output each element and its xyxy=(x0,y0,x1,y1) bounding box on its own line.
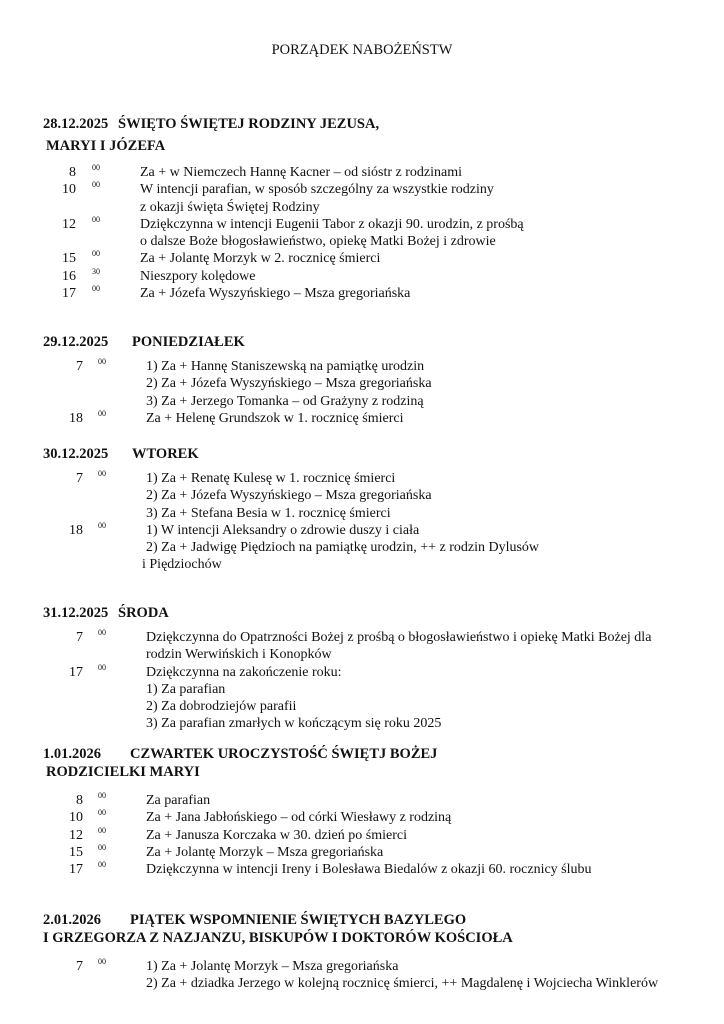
intention-line: i Piędziochów xyxy=(142,557,222,573)
mass-minutes: 00 xyxy=(92,249,100,259)
mass-hour: 15 xyxy=(62,251,76,267)
mass-hour: 18 xyxy=(69,522,83,538)
intention-line: Za + Helenę Grundszok w 1. rocznicę śmierci xyxy=(146,410,404,426)
mass-hour: 17 xyxy=(69,664,83,680)
intention-line: Za + Janusza Korczaka w 30. dzień po śmierci xyxy=(146,827,407,843)
mass-hour: 12 xyxy=(62,216,76,232)
day-name: PIĄTEK WSPOMNIENIE ŚWIĘTYCH BAZYLEGO xyxy=(130,912,467,928)
mass-list xyxy=(0,792,724,878)
mass-entry xyxy=(0,181,724,216)
mass-minutes: 00 xyxy=(98,957,106,966)
intention-line: 3) Za + Stefana Besia w 1. rocznicę śmierci xyxy=(146,505,391,521)
mass-minutes: 00 xyxy=(92,284,100,294)
intention-line: 2) Za + Józefa Wyszyńskiego – Msza gregoriańska xyxy=(146,488,432,504)
intention-line: rodzin Werwińskich i Konopków xyxy=(146,647,332,663)
mass-hour: 10 xyxy=(69,810,83,826)
mass-hour: 17 xyxy=(62,286,76,302)
intention-line: Dziękczynna do Opatrzności Bożej z prośbą o błogosławieństwo i opiekę Matki Bożej dla xyxy=(146,630,652,645)
intention-line: Za + Jolantę Morzyk w 2. rocznicę śmierci xyxy=(140,251,381,267)
mass-entry xyxy=(0,792,724,809)
mass-entry xyxy=(0,358,724,410)
intention-line: o dalsze Boże błogosławieństwo, opiekę Matki Bożej i zdrowie xyxy=(140,234,496,250)
mass-list xyxy=(0,358,724,427)
day-name-continued: RODZICIELKI MARYI xyxy=(46,764,200,780)
mass-hour: 17 xyxy=(69,862,83,878)
mass-minutes: 00 xyxy=(92,163,100,172)
intention-line: 1) W intencji Aleksandry o zdrowie duszy i ciała xyxy=(146,522,420,538)
day-date: 29.12.2025 xyxy=(43,334,109,350)
mass-list xyxy=(0,958,724,993)
intention-line: W intencji parafian, w sposób szczególny za wszystkie rodziny xyxy=(140,182,494,198)
intention-line: 2) Za dobrodziejów parafii xyxy=(146,699,297,715)
mass-entry xyxy=(0,809,724,826)
mass-entry xyxy=(0,250,724,267)
day-name: WTOREK xyxy=(132,446,199,462)
mass-entry xyxy=(0,164,724,181)
mass-entry xyxy=(0,268,724,285)
intention-line: 1) Za + Hannę Staniszewską na pamiątkę urodzin xyxy=(146,359,425,374)
mass-minutes: 30 xyxy=(92,266,100,276)
intention-line: 2) Za + dziadka Jerzego w kolejną rocznicę śmierci, ++ Magdalenę i Wojciecha Winklerów xyxy=(146,976,659,992)
mass-entry xyxy=(0,216,724,251)
intention-line: 1) Za parafian xyxy=(146,681,226,697)
mass-entry xyxy=(0,470,724,522)
mass-hour: 7 xyxy=(76,959,83,974)
mass-entry xyxy=(0,844,724,861)
mass-hour: 7 xyxy=(76,359,83,374)
mass-minutes: 00 xyxy=(98,842,106,852)
page-title: PORZĄDEK NABOŻEŃSTW xyxy=(271,42,453,58)
mass-hour: 18 xyxy=(69,410,83,426)
intention-line: 1) Za + Jolantę Morzyk – Msza gregoriańska xyxy=(146,959,399,974)
intention-line: Za + Jana Jabłońskiego – od córki Wiesławy z rodziną xyxy=(146,810,452,826)
day-date: 1.01.2026 xyxy=(43,746,101,762)
mass-minutes: 00 xyxy=(98,469,106,478)
day-name: ŚWIĘTO ŚWIĘTEJ RODZINY JEZUSA, xyxy=(118,116,380,132)
mass-hour: 8 xyxy=(76,793,83,808)
intention-line: Dziękczynna w intencji Eugenii Tabor z okazji 90. urodzin, z prośbą xyxy=(140,216,524,232)
mass-entry xyxy=(0,522,724,574)
intention-line: Dziękczynna w intencji Ireny i Bolesława Biedalów z okazji 60. rocznicy ślubu xyxy=(146,862,592,878)
mass-hour: 10 xyxy=(62,182,76,198)
mass-entry xyxy=(0,285,724,302)
mass-hour: 16 xyxy=(62,268,76,284)
mass-hour: 8 xyxy=(69,165,76,180)
mass-entry xyxy=(0,958,724,993)
mass-minutes: 00 xyxy=(98,357,106,366)
mass-minutes: 00 xyxy=(98,791,106,800)
intention-line: Za + Jolantę Morzyk – Msza gregoriańska xyxy=(146,844,384,860)
intention-line: Dziękczynna na zakończenie roku: xyxy=(146,664,342,680)
mass-hour: 15 xyxy=(69,844,83,860)
mass-list xyxy=(0,164,724,302)
day-name: CZWARTEK UROCZYSTOŚĆ ŚWIĘTJ BOŻEJ xyxy=(130,746,438,762)
intention-line: Nieszpory kolędowe xyxy=(140,268,256,284)
intention-line: z okazji święta Świętej Rodziny xyxy=(140,199,320,215)
mass-entry xyxy=(0,827,724,844)
mass-minutes: 00 xyxy=(98,520,106,530)
day-date: 30.12.2025 xyxy=(43,446,109,462)
mass-list xyxy=(0,629,724,733)
day-date: 28.12.2025 xyxy=(43,116,109,132)
intention-line: 1) Za + Renatę Kulesę w 1. rocznicę śmierci xyxy=(146,471,396,486)
intention-line: Za + Józefa Wyszyńskiego – Msza gregoriańska xyxy=(140,286,411,302)
mass-list xyxy=(0,470,724,574)
mass-minutes: 00 xyxy=(98,628,106,637)
intention-line: Za parafian xyxy=(146,793,211,808)
day-name-continued: MARYI I JÓZEFA xyxy=(46,138,166,154)
intention-line: 3) Za parafian zmarłych w kończącym się roku 2025 xyxy=(146,716,442,732)
mass-minutes: 00 xyxy=(92,180,100,190)
mass-hour: 12 xyxy=(69,827,83,843)
day-name: PONIEDZIAŁEK xyxy=(132,334,245,350)
day-name: ŚRODA xyxy=(118,605,169,621)
mass-minutes: 00 xyxy=(98,825,106,835)
day-date: 2.01.2026 xyxy=(43,912,101,928)
mass-hour: 7 xyxy=(76,471,83,486)
mass-entry xyxy=(0,629,724,664)
day-date: 31.12.2025 xyxy=(43,605,109,621)
mass-entry xyxy=(0,410,724,427)
intention-line: 3) Za + Jerzego Tomanka – od Grażyny z rodziną xyxy=(146,393,424,409)
mass-minutes: 00 xyxy=(92,214,100,224)
intention-line: 2) Za + Jadwigę Piędzioch na pamiątkę urodzin, ++ z rodzin Dylusów xyxy=(146,540,540,556)
intention-line: 2) Za + Józefa Wyszyńskiego – Msza gregoriańska xyxy=(146,376,432,392)
mass-minutes: 00 xyxy=(98,808,106,818)
mass-minutes: 00 xyxy=(98,408,106,418)
mass-entry xyxy=(0,861,724,878)
mass-minutes: 00 xyxy=(98,860,106,870)
day-name-continued: I GRZEGORZA Z NAZJANZU, BISKUPÓW I DOKTORÓW KOŚCIOŁA xyxy=(43,930,513,946)
mass-hour: 7 xyxy=(76,630,83,645)
intention-line: Za + w Niemczech Hannę Kacner – od sióstr z rodzinami xyxy=(140,165,462,180)
mass-minutes: 00 xyxy=(98,662,106,672)
mass-entry xyxy=(0,664,724,733)
